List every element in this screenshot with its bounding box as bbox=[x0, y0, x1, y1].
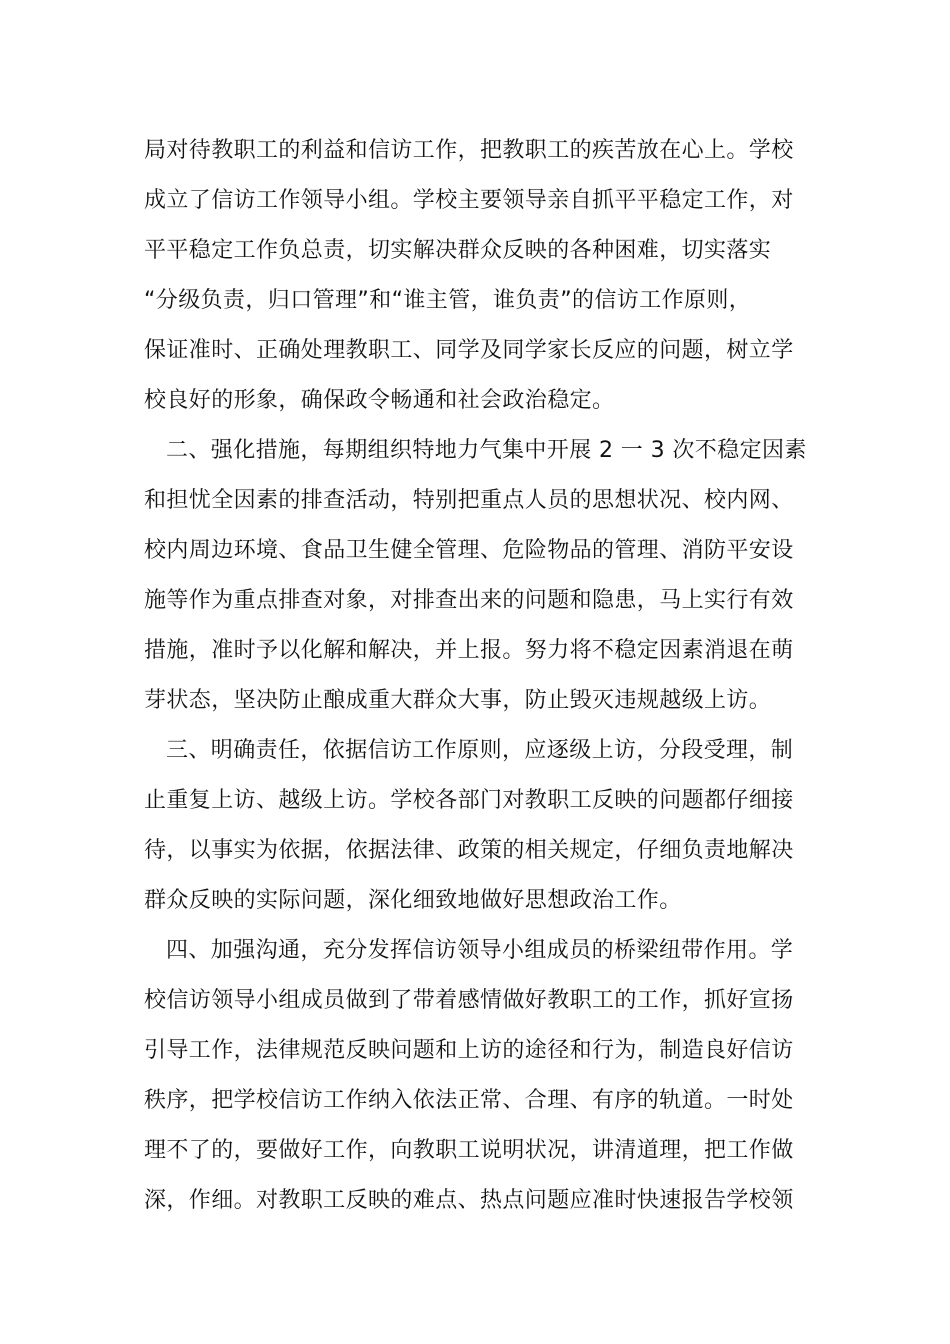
text-line: 芽状态，坚决防止酿成重大群众大事，防止毁灭违规越级上访。 bbox=[144, 688, 772, 713]
text-line: 校信访领导小组成员做到了带着感情做好教职工的工作，抓好宣扬 bbox=[144, 988, 794, 1013]
text-line: 止重复上访、越级上访。学校各部门对教职工反映的问题都仔细接 bbox=[144, 788, 794, 813]
text-line: “分级负责，归口管理”和“谁主管，谁负责”的信访工作原则， bbox=[144, 288, 752, 313]
text-line: 和担忧全因素的排查活动，特别把重点人员的思想状况、校内网、 bbox=[144, 488, 794, 513]
text-line: 群众反映的实际问题，深化细致地做好思想政治工作。 bbox=[144, 888, 682, 913]
text-line: 待，以事实为依据，依据法律、政策的相关规定，仔细负责地解决 bbox=[144, 838, 794, 863]
text-line: 措施，准时予以化解和解决，并上报。努力将不稳定因素消退在萌 bbox=[144, 638, 794, 663]
text-line: 成立了信访工作领导小组。学校主要领导亲自抓平平稳定工作，对 bbox=[144, 188, 794, 213]
paragraph-3-first-line: 三、明确责任，依据信访工作原则，应逐级上访，分段受理，制 bbox=[166, 738, 794, 763]
paragraph-4-first-line: 四、加强沟通，充分发挥信访领导小组成员的桥梁纽带作用。学 bbox=[166, 938, 794, 963]
text-line: 理不了的，要做好工作，向教职工说明状况，讲清道理，把工作做 bbox=[144, 1138, 794, 1163]
text-line: 校内周边环境、食品卫生健全管理、危险物品的管理、消防平安设 bbox=[144, 538, 794, 563]
paragraph-2-first-line: 二、强化措施，每期组织特地力气集中开展 2 一 3 次不稳定因素 bbox=[166, 438, 807, 463]
text-line: 局对待教职工的利益和信访工作，把教职工的疾苦放在心上。学校 bbox=[144, 138, 794, 163]
text-line: 保证准时、正确处理教职工、同学及同学家长反应的问题，树立学 bbox=[144, 338, 794, 363]
text-line: 施等作为重点排查对象，对排查出来的问题和隐患，马上实行有效 bbox=[144, 588, 794, 613]
text-line: 校良好的形象，确保政令畅通和社会政治稳定。 bbox=[144, 388, 615, 413]
text-line: 引导工作，法律规范反映问题和上访的途径和行为，制造良好信访 bbox=[144, 1038, 794, 1063]
text-line: 秩序，把学校信访工作纳入依法正常、合理、有序的轨道。一时处 bbox=[144, 1088, 794, 1113]
text-line: 平平稳定工作负总责，切实解决群众反映的各种困难，切实落实 bbox=[144, 238, 772, 263]
text-line: 深，作细。对教职工反映的难点、热点问题应准时快速报告学校领 bbox=[144, 1188, 794, 1213]
